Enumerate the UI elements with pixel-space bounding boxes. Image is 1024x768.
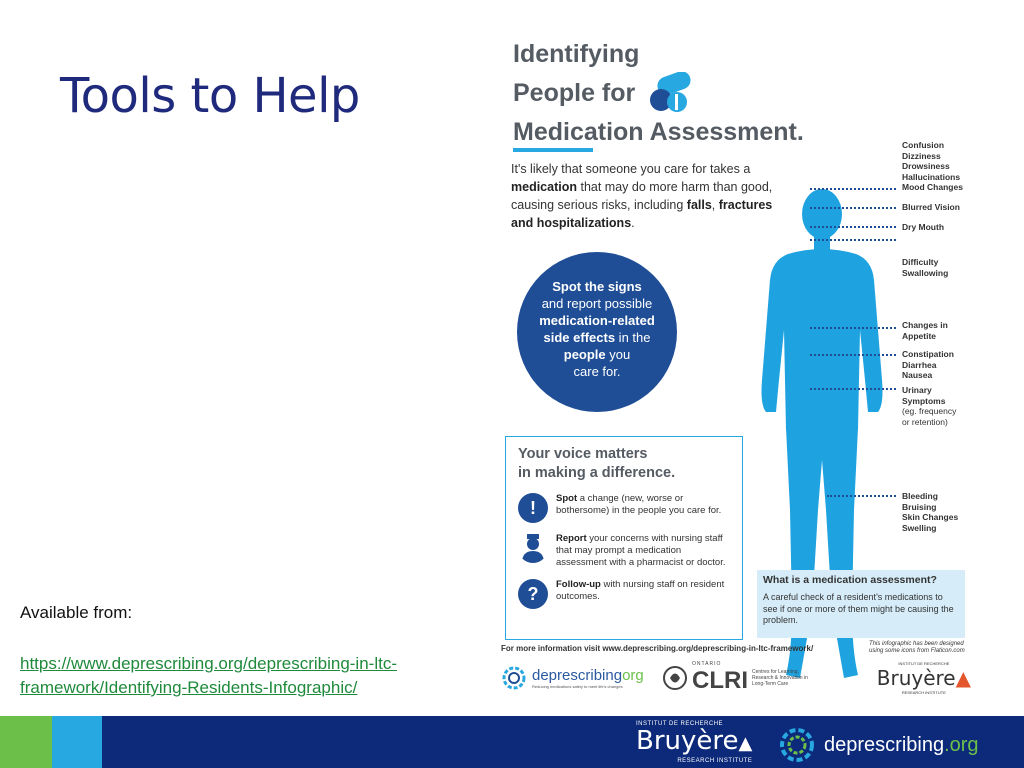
- title-line-1: Identifying: [513, 40, 640, 68]
- pills-icon: [647, 72, 695, 114]
- symptom-group-mouth: Dry Mouth: [902, 222, 945, 232]
- footer-green-block: [0, 716, 52, 768]
- dots-stomach: [810, 327, 896, 329]
- dots-eyes: [810, 207, 896, 209]
- assessment-body: A careful check of a resident's medications to see if one or more of them might be causing the problem.: [763, 592, 954, 625]
- more-info-text: For more information visit www.deprescribing.org/deprescribing-in-ltc-framework/: [501, 644, 814, 653]
- symptom-group-swallowing: Difficulty Swallowing: [902, 257, 949, 278]
- voice-item-followup: ? Follow-up with nursing staff on resident outcomes.: [518, 579, 730, 609]
- slide-title: Tools to Help: [60, 68, 360, 124]
- partner-logos: [501, 658, 971, 698]
- dots-bladder: [810, 388, 896, 390]
- dots-throat: [810, 239, 896, 241]
- symptom-group-vision: Blurred Vision: [902, 202, 960, 212]
- symptom-group-appetite: Changes in Appetite: [902, 320, 948, 341]
- footer-bruyere-logo: INSTITUT DE RECHERCHE Bruyère▲ RESEARCH INSTITUTE: [636, 721, 753, 764]
- symptom-group-urinary: Urinary Symptoms (eg. frequency or retention): [902, 385, 957, 427]
- dots-skin: [827, 495, 896, 497]
- nurse-icon: [518, 533, 548, 563]
- intro-text: It's likely that someone you care for takes a medication that may do more harm than good, causing serious risks, including falls, fractures and hospitalizations.: [511, 162, 773, 230]
- voice-matters-box: [505, 436, 743, 640]
- designed-note: This infographic has been designed using some icons from Flaticon.com: [869, 641, 965, 654]
- symptom-group-digestive: Constipation Diarrhea Nausea: [902, 349, 954, 380]
- assessment-box: [757, 570, 965, 638]
- voice-item-report: Report your concerns with nursing staff that may prompt a medication assessment with a pharmacist or doctor.: [518, 533, 730, 569]
- exclamation-icon: !: [518, 493, 548, 523]
- dots-gut: [810, 354, 896, 356]
- infographic-title: [513, 36, 804, 150]
- infographic: [493, 30, 977, 702]
- bruyere-logo: INSTITUT DE RECHERCHE Bruyère▲ RESEARCH INSTITUTE: [876, 661, 971, 695]
- symptom-group-skin: Bleeding Bruising Skin Changes Swelling: [902, 491, 959, 533]
- title-line-3: Medication Assessment.: [513, 118, 804, 146]
- flame-icon: ▲: [738, 733, 753, 754]
- clri-logo: ONTARIO CLRI Centres for Learning, Research & Innovation in Long-Term Care: [662, 661, 812, 695]
- spot-signs-circle: Spot the signs and report possible medication-related side effects in the people you care for.: [517, 252, 677, 412]
- question-icon: ?: [518, 579, 548, 609]
- deprescribing-logo: deprescribingorg Reducing medications safely to meet life's changes: [501, 665, 652, 691]
- dots-head: [810, 188, 896, 190]
- infographic-link[interactable]: https://www.deprescribing.org/deprescribing-in-ltc-framework/Identifying-Residents-Infographic/: [20, 654, 397, 697]
- voice-title: Your voice matters in making a difference.: [518, 446, 676, 481]
- title-line-2: People for: [513, 79, 636, 107]
- voice-item-spot: ! Spot a change (new, worse or bothersome) in the people you care for.: [518, 493, 730, 523]
- clri-leaf-icon: [662, 665, 688, 691]
- deprescribing-ring-icon: [501, 665, 527, 691]
- title-underline: [513, 148, 593, 152]
- dots-mouth: [810, 226, 896, 228]
- available-from-label: Available from:: [20, 603, 133, 622]
- footer-deprescribing-logo: deprescribing.org: [778, 726, 979, 764]
- deprescribing-ring-icon: [778, 726, 816, 764]
- symptom-group-head: Confusion Dizziness Drowsiness Hallucinations Mood Changes: [902, 140, 963, 192]
- footer-cyan-block: [52, 716, 102, 768]
- assessment-title: What is a medication assessment?: [763, 574, 937, 586]
